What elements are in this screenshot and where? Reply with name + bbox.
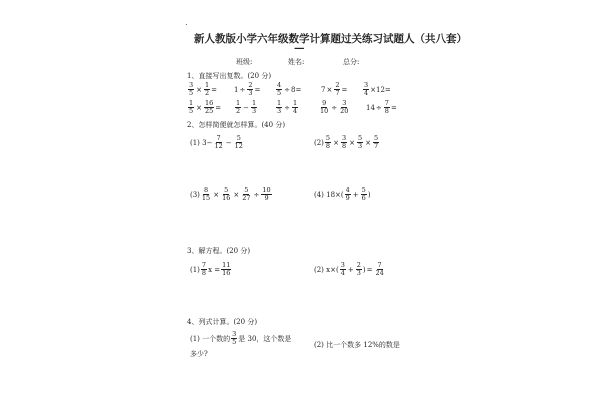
fraction: $\frac{7}{24}$: [375, 261, 384, 277]
fraction: $\frac{3}{5}$: [189, 81, 194, 97]
fraction: $\frac{3}{8}$: [341, 134, 347, 150]
q1-item-8: $\frac{1}{3}$ ÷ $\frac{1}{4}$: [277, 99, 298, 115]
fraction: $\frac{1}{3}$: [252, 99, 257, 115]
q1-item-2: 1 ÷ $\frac{2}{3}$ =: [234, 81, 261, 97]
fraction: $\frac{7}{12}$: [214, 134, 223, 150]
fraction: $\frac{9}{10}$: [320, 99, 329, 115]
title-dash: —: [294, 42, 305, 54]
fraction: $\frac{5}{7}$: [373, 134, 379, 150]
fraction: $\frac{5}{27}$: [242, 186, 251, 202]
q3-item-2: (2) x× ( $\frac{3}{4}$ + $\frac{2}{3}$ ) = $\frac{7}{24}$: [314, 261, 384, 277]
name-label: 姓名:: [288, 58, 305, 66]
q1-item-1: $\frac{3}{5}$ × $\frac{1}{2}$ =: [189, 81, 218, 97]
fraction: $\frac{3}{5}$: [232, 330, 237, 346]
fraction: $\frac{8}{15}$: [201, 186, 211, 202]
stray-dot: [186, 24, 187, 25]
section-heading: 4、列式计算。(20 分): [187, 318, 258, 326]
fraction: $\frac{2}{7}$: [335, 81, 340, 97]
fraction: $\frac{5}{16}$: [222, 186, 231, 202]
fraction: $\frac{5}{3}$: [357, 134, 363, 150]
q4-item-2: (2) 比一个数多 12%的数是: [314, 341, 400, 349]
fraction: $\frac{4}{9}$: [345, 186, 350, 202]
fraction: $\frac{4}{5}$: [277, 81, 282, 97]
fraction: $\frac{2}{3}$: [248, 81, 253, 97]
fraction: $\frac{16}{25}$: [205, 99, 214, 115]
section-heading: 1、直接写出复数。(20 分): [187, 72, 272, 80]
fraction: $\frac{1}{2}$: [205, 81, 210, 97]
fraction: $\frac{5}{8}$: [325, 134, 331, 150]
score-label: 总分:: [343, 58, 360, 66]
q4-item-1: (1) 一个数的 $\frac{3}{5}$ 是 30，这个数是: [190, 330, 292, 346]
q1-item-5: $\frac{3}{4}$ ×12=: [364, 81, 391, 97]
fraction: $\frac{3}{20}$: [340, 99, 349, 115]
fraction: $\frac{7}{8}$: [201, 261, 207, 277]
q4-item-1-cont: 多少?: [190, 350, 208, 358]
q1-item-3: $\frac{4}{5}$ ÷ 8 =: [277, 81, 302, 97]
q2-item-2: (2) $\frac{5}{8}$ × $\frac{3}{8}$ × $\frac{5}{3}$ × $\frac{5}{7}$: [314, 134, 379, 150]
fraction: $\frac{2}{3}$: [356, 261, 361, 277]
fraction: $\frac{3}{4}$: [364, 81, 369, 97]
section-heading: 3、解方程。(20 分): [187, 247, 251, 255]
section-heading: 2、怎样简便就怎样算。(40 分): [187, 121, 286, 129]
q1-item-9: $\frac{9}{10}$ ÷ $\frac{3}{20}$: [320, 99, 349, 115]
q1-item-6: $\frac{1}{5}$ × $\frac{16}{25}$ =: [189, 99, 222, 115]
fraction: $\frac{5}{12}$: [234, 134, 243, 150]
fraction: $\frac{5}{6}$: [361, 186, 366, 202]
q2-item-4: (4) 18× ( $\frac{4}{9}$ + $\frac{5}{6}$ ): [314, 186, 371, 202]
fraction: $\frac{1}{4}$: [293, 99, 298, 115]
q2-item-3: (3) $\frac{8}{15}$ × $\frac{5}{16}$ × $\frac{5}{27}$ ÷ $\frac{10}{9}$: [190, 186, 271, 202]
q1-item-10: 14 ÷ $\frac{7}{8}$ =: [366, 99, 397, 115]
page-title: 新人教版小学六年级数学计算题过关练习试题人（共八套）: [194, 33, 467, 45]
q1-item-4: 7 × $\frac{2}{7}$ =: [321, 81, 348, 97]
fraction: $\frac{1}{5}$: [189, 99, 194, 115]
fraction: $\frac{10}{9}$: [262, 186, 271, 202]
class-label: 班级:: [236, 58, 253, 66]
fraction: $\frac{11}{16}$: [222, 261, 231, 277]
fraction: $\frac{1}{3}$: [277, 99, 282, 115]
q3-item-1: (1) $\frac{7}{8}$ x = $\frac{11}{16}$: [190, 261, 231, 277]
q2-item-1: (1) 3− $\frac{7}{12}$ − $\frac{5}{12}$: [190, 134, 243, 150]
q1-item-7: $\frac{1}{2}$ − $\frac{1}{3}$: [236, 99, 257, 115]
fraction: $\frac{3}{4}$: [340, 261, 345, 277]
fraction: $\frac{7}{8}$: [384, 99, 389, 115]
fraction: $\frac{1}{2}$: [236, 99, 241, 115]
